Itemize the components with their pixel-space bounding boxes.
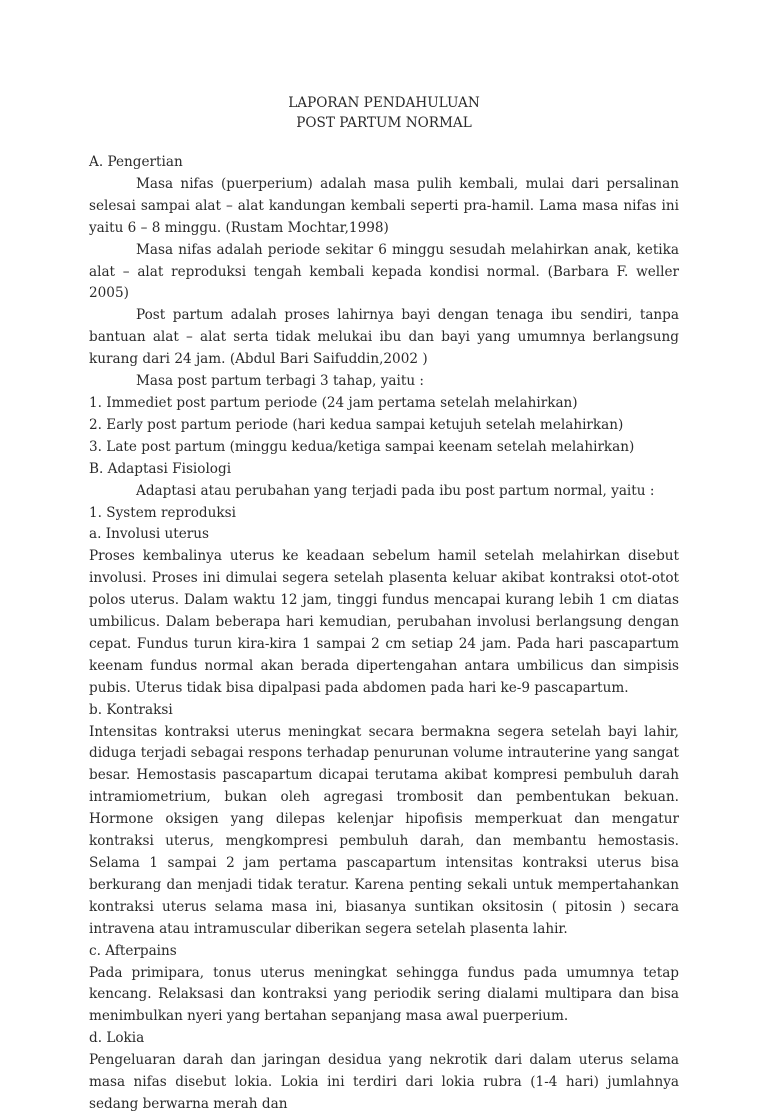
list-item: 2. Early post partum periode (hari kedua sampai ketujuh setelah melahirkan) — [89, 416, 624, 433]
section-b-paragraph-1: Adaptasi atau perubahan yang terjadi pada ibu post partum normal, yaitu : — [136, 482, 655, 499]
list-item: 3. Late post partum (minggu kedua/ketiga sampai keenam setelah melahirkan) — [89, 438, 635, 455]
document-page — [89, 93, 679, 1116]
subsection-a-text: Proses kembalinya uterus ke keadaan sebelum hamil setelah melahirkan disebut involusi. Proses ini dimulai segera setelah plasenta keluar akibat kontraksi otot-otot polos uterus. Dalam waktu 12 jam, tinggi fundus mencapai kurang lebih 1 cm diatas umbilicus. Dalam beberapa hari kemudian, perubahan involusi berlangsung dengan cepat. Fundus turun kira-kira 1 sampai 2 cm setiap 24 jam. Pada hari pascapartum keenam fundus normal akan berada dipertengahan antara umbilicus dan simpisis pubis. Uterus tidak bisa dipalpasi pada abdomen pada hari ke-9 pascapartum. — [89, 548, 679, 696]
subsection-d-heading: d. Lokia — [89, 1030, 145, 1047]
subsection-a-heading: a. Involusi uterus — [89, 526, 209, 543]
section-a-paragraph-3: Post partum adalah proses lahirnya bayi dengan tenaga ibu sendiri, tanpa bantuan alat – alat serta tidak melukai ibu dan bayi yang umumnya berlangsung kurang dari 24 jam. (Abdul Bari Saifuddin,2002 ) — [89, 307, 679, 368]
section-b-subheading: 1. System reproduksi — [89, 504, 236, 521]
section-a-paragraph-1: Masa nifas (puerperium) adalah masa pulih kembali, mulai dari persalinan selesai sampai alat – alat kandungan kembali seperti pra-hamil. Lama masa nifas ini yaitu 6 – 8 minggu. (Rustam Mochtar,1998) — [89, 175, 679, 236]
title-block — [89, 93, 679, 133]
section-a-heading: A. Pengertian — [89, 154, 183, 170]
subsection-c-text: Pada primipara, tonus uterus meningkat sehingga fundus pada umumnya tetap kencang. Relaksasi dan kontraksi yang periodik sering dialami multipara dan bisa menimbulkan nyeri yang bertahan sepanjang masa awal puerperium. — [89, 964, 679, 1025]
section-a-paragraph-4: Masa post partum terbagi 3 tahap, yaitu : — [136, 373, 424, 390]
document-title: LAPORAN PENDAHULUAN — [288, 95, 480, 111]
section-b-heading: B. Adaptasi Fisiologi — [89, 460, 232, 477]
subsection-d-text: Pengeluaran darah dan jaringan desidua yang nekrotik dari dalam uterus selama masa nifas disebut lokia. Lokia ini terdiri dari lokia rubra (1-4 hari) jumlahnya sedang berwarna merah dan — [89, 1052, 679, 1112]
subsection-c-heading: c. Afterpains — [89, 942, 177, 959]
subsection-b-heading: b. Kontraksi — [89, 701, 173, 718]
section-a-paragraph-2: Masa nifas adalah periode sekitar 6 minggu sesudah melahirkan anak, ketika alat – alat reproduksi tengah kembali kepada kondisi normal. (Barbara F. weller 2005) — [89, 241, 679, 302]
document-subtitle: POST PARTUM NORMAL — [296, 115, 472, 131]
list-item: 1. Immediet post partum periode (24 jam pertama setelah melahirkan) — [89, 394, 578, 411]
subsection-b-text: Intensitas kontraksi uterus meningkat secara bermakna segera setelah bayi lahir, diduga terjadi sebagai respons terhadap penurunan volume intrauterine yang sangat besar. Hemostasis pascapartum dicapai terutama akibat kompresi pembuluh darah intramiometrium, bukan oleh agregasi trombosit dan pembentukan bekuan. Hormone oksigen yang dilepas kelenjar hipofisis memperkuat dan mengatur kontraksi uterus, mengkompresi pembuluh darah, dan membantu hemostasis. Selama 1 sampai 2 jam pertama pascapartum intensitas kontraksi uterus bisa berkurang dan menjadi tidak teratur. Karena penting sekali untuk mempertahankan kontraksi uterus selama masa ini, biasanya suntikan oksitosin ( pitosin ) secara intravena atau intramuscular diberikan segera setelah plasenta lahir. — [89, 723, 679, 937]
